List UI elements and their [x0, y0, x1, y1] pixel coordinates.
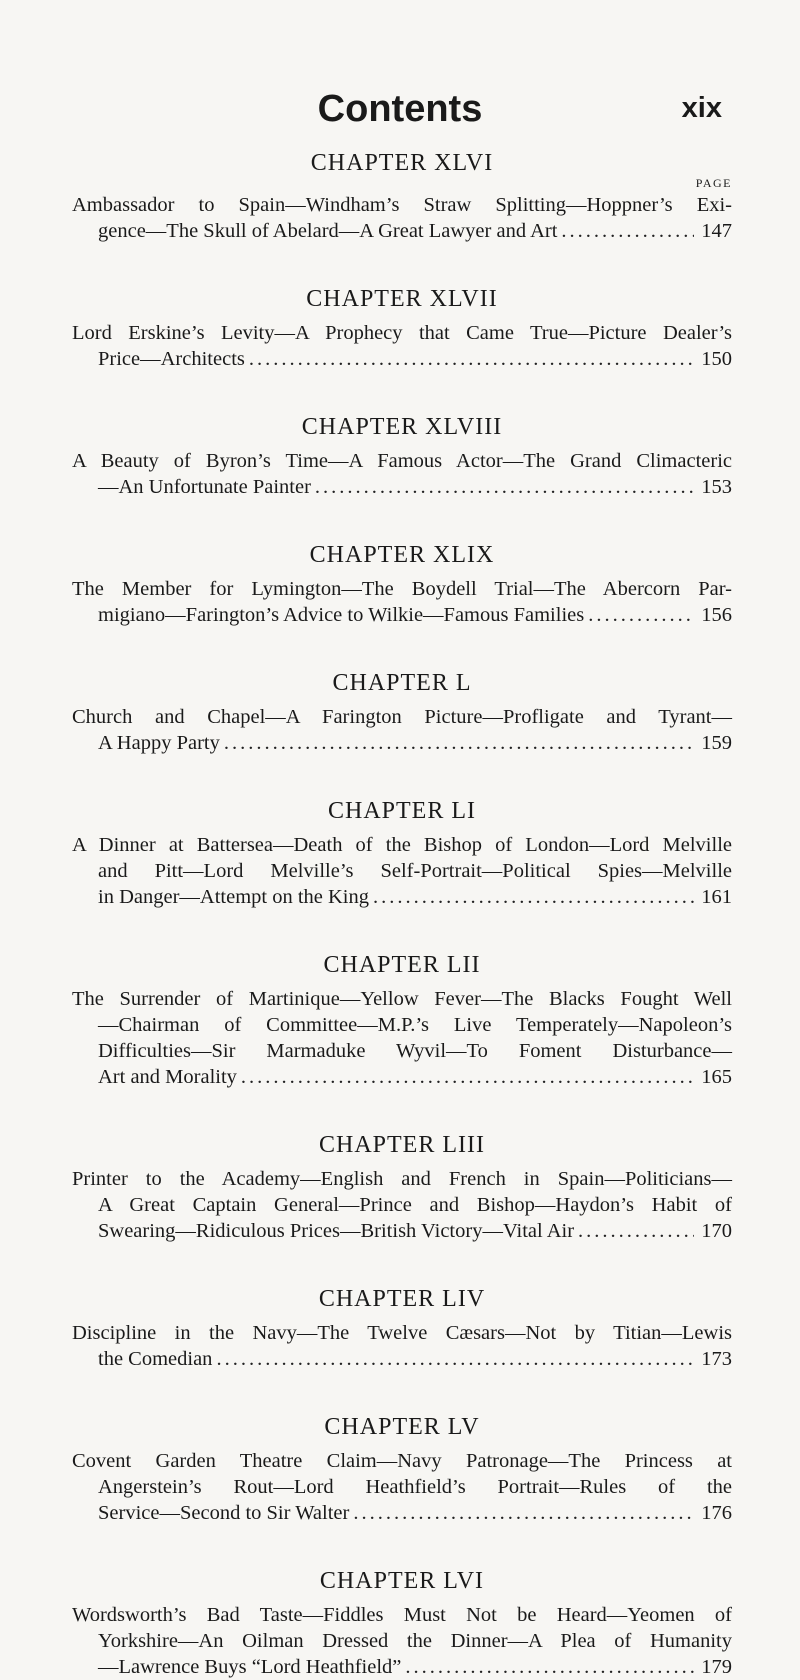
chapter-entry — [72, 1128, 732, 1244]
chapter-heading: CHAPTER LV — [324, 1414, 480, 1440]
chapter-page-number[interactable]: 165 — [701, 1066, 732, 1088]
chapter-heading: CHAPTER XLVIII — [301, 414, 503, 440]
chapter-entry — [72, 948, 732, 1090]
summary-line: Angerstein’s Rout—Lord Heathfield’s Portrait—Rules of the — [98, 1476, 732, 1498]
chapter-entry — [72, 1282, 732, 1372]
chapter-page-number[interactable]: 179 — [701, 1656, 732, 1678]
chapter-summary — [72, 1602, 732, 1680]
dot-leader — [241, 1064, 694, 1090]
summary-line: Swearing—Ridiculous Prices—British Victory—Vital Air — [98, 1220, 575, 1242]
summary-line: Discipline in the Navy—The Twelve Cæsars—Not by Titian—Lewis — [72, 1322, 732, 1344]
summary-line: gence—The Skull of Abelard—A Great Lawyer and Art — [98, 220, 558, 242]
chapter-page-number[interactable]: 156 — [701, 604, 732, 626]
summary-line: migiano—Farington’s Advice to Wilkie—Famous Families — [98, 604, 585, 626]
chapter-summary — [72, 704, 732, 756]
summary-last-line — [72, 346, 732, 372]
chapter-heading: CHAPTER LII — [323, 952, 481, 978]
chapter-heading: CHAPTER LVI — [319, 1568, 485, 1594]
summary-last-line — [72, 1500, 732, 1526]
chapter-summary — [72, 832, 732, 910]
summary-line: Price—Architects — [98, 348, 245, 370]
dot-leader — [224, 730, 694, 756]
dot-leader — [249, 346, 694, 372]
summary-last-line — [72, 730, 732, 756]
summary-line: Church and Chapel—A Farington Picture—Profligate and Tyrant— — [72, 706, 732, 728]
summary-last-line — [72, 1064, 732, 1090]
chapter-summary — [72, 320, 732, 372]
chapter-heading: CHAPTER LI — [328, 798, 476, 824]
chapter-heading: CHAPTER LIII — [319, 1132, 485, 1158]
chapter-heading: CHAPTER XLVI — [310, 150, 494, 176]
dot-leader — [315, 474, 694, 500]
summary-last-line — [72, 884, 732, 910]
chapter-summary — [72, 1448, 732, 1526]
summary-last-line — [72, 1346, 732, 1372]
summary-line: Lord Erskine’s Levity—A Prophecy that Came True—Picture Dealer’s — [72, 322, 732, 344]
chapter-entry — [72, 282, 732, 372]
chapter-summary — [72, 448, 732, 500]
chapter-page-number[interactable]: 159 — [701, 732, 732, 754]
chapter-page-number[interactable]: 170 — [701, 1220, 732, 1242]
summary-line: Ambassador to Spain—Windham’s Straw Splitting—Hoppner’s Exi- — [72, 194, 732, 216]
chapter-entry — [72, 538, 732, 628]
chapter-summary — [72, 192, 732, 244]
summary-line: Service—Second to Sir Walter — [98, 1502, 350, 1524]
summary-line: A Dinner at Battersea—Death of the Bishop of London—Lord Melville — [72, 834, 732, 856]
dot-leader — [353, 1500, 694, 1526]
summary-line: —Lawrence Buys “Lord Heathfield” — [98, 1656, 402, 1678]
chapter-entry — [72, 1564, 732, 1680]
summary-line: The Surrender of Martinique—Yellow Fever—The Blacks Fought Well — [72, 988, 732, 1010]
chapter-heading: CHAPTER LIV — [318, 1286, 486, 1312]
summary-last-line — [72, 1654, 732, 1680]
summary-line: Covent Garden Theatre Claim—Navy Patronage—The Princess at — [72, 1450, 732, 1472]
summary-line: A Happy Party — [98, 732, 220, 754]
chapter-summary — [72, 1320, 732, 1372]
summary-line: —Chairman of Committee—M.P.’s Live Temperately—Napoleon’s — [98, 1014, 732, 1036]
summary-last-line — [72, 218, 732, 244]
summary-line: A Great Captain General—Prince and Bishop—Haydon’s Habit of — [98, 1194, 732, 1216]
chapter-entry — [72, 146, 732, 244]
dot-leader — [405, 1654, 694, 1680]
chapter-entry — [72, 666, 732, 756]
page-title: Contents — [317, 88, 483, 130]
summary-line: Wordsworth’s Bad Taste—Fiddles Must Not be Heard—Yeomen of — [72, 1604, 732, 1626]
summary-line: Yorkshire—An Oilman Dressed the Dinner—A Plea of Humanity — [98, 1630, 732, 1652]
chapter-entry — [72, 1410, 732, 1526]
chapter-summary — [72, 986, 732, 1090]
summary-line: in Danger—Attempt on the King — [98, 886, 370, 908]
dot-leader — [588, 602, 694, 628]
summary-line: The Member for Lymington—The Boydell Trial—The Abercorn Par- — [72, 578, 732, 600]
page-column-label: PAGE — [695, 176, 732, 190]
chapter-heading: CHAPTER XLVII — [306, 286, 498, 312]
chapter-page-number[interactable]: 150 — [701, 348, 732, 370]
summary-line: A Beauty of Byron’s Time—A Famous Actor—The Grand Climacteric — [72, 450, 732, 472]
chapter-entry — [72, 410, 732, 500]
summary-line: —An Unfortunate Painter — [98, 476, 311, 498]
chapter-page-number[interactable]: 153 — [701, 476, 732, 498]
chapter-page-number[interactable]: 161 — [701, 886, 732, 908]
chapter-summary — [72, 1166, 732, 1244]
summary-last-line — [72, 474, 732, 500]
summary-line: Printer to the Academy—English and French in Spain—Politicians— — [72, 1168, 732, 1190]
dot-leader — [561, 218, 694, 244]
page-number: xix — [681, 92, 722, 124]
summary-line: Difficulties—Sir Marmaduke Wyvil—To Foment Disturbance— — [98, 1040, 732, 1062]
chapter-heading: CHAPTER XLIX — [309, 542, 495, 568]
summary-line: Art and Morality — [98, 1066, 237, 1088]
chapter-page-number[interactable]: 173 — [701, 1348, 732, 1370]
chapter-heading: CHAPTER L — [332, 670, 472, 696]
chapter-summary — [72, 576, 732, 628]
chapter-page-number[interactable]: 147 — [701, 220, 732, 242]
chapter-page-number[interactable]: 176 — [701, 1502, 732, 1524]
summary-line: the Comedian — [98, 1348, 213, 1370]
summary-line: and Pitt—Lord Melville’s Self-Portrait—Political Spies—Melville — [98, 860, 732, 882]
dot-leader — [578, 1218, 694, 1244]
running-header — [0, 88, 800, 138]
chapter-entry — [72, 794, 732, 910]
dot-leader — [216, 1346, 694, 1372]
summary-last-line — [72, 602, 732, 628]
summary-last-line — [72, 1218, 732, 1244]
dot-leader — [373, 884, 694, 910]
